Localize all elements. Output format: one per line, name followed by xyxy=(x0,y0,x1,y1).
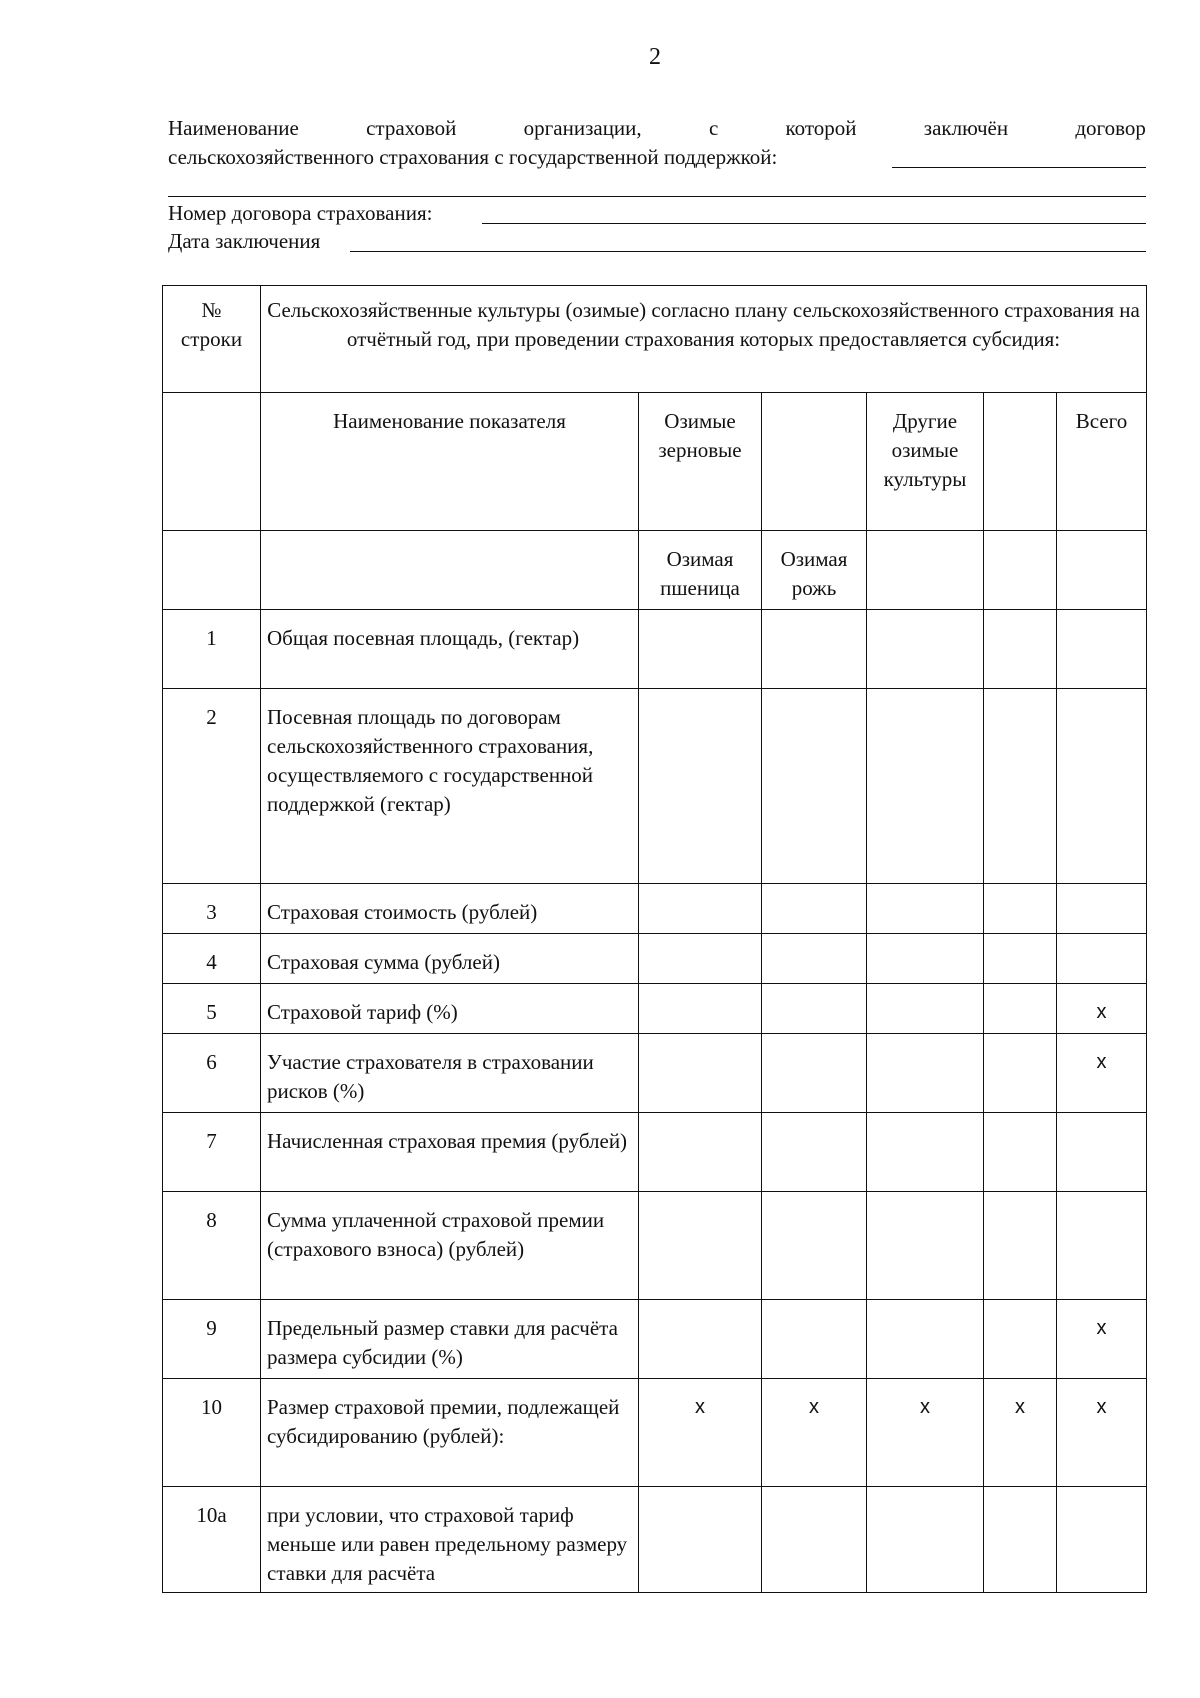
insurer-word: с xyxy=(708,116,719,140)
value-cell: x xyxy=(867,1379,984,1487)
insurer-name-field[interactable] xyxy=(892,167,1146,168)
empty-cell xyxy=(984,393,1057,531)
value-cell[interactable] xyxy=(984,1487,1057,1593)
value-cell[interactable] xyxy=(762,884,867,934)
value-cell: x xyxy=(1057,1300,1147,1379)
value-cell[interactable] xyxy=(867,1300,984,1379)
value-cell[interactable] xyxy=(867,884,984,934)
row-number: 4 xyxy=(163,934,261,984)
row-number: 10а xyxy=(163,1487,261,1593)
contract-number-label: Номер договора страхования: xyxy=(168,201,433,225)
subsidy-form-table xyxy=(162,285,1147,1593)
value-cell[interactable] xyxy=(984,1300,1057,1379)
value-cell[interactable] xyxy=(867,984,984,1034)
empty-cell xyxy=(163,531,261,610)
value-cell[interactable] xyxy=(762,984,867,1034)
insurer-name-field-continued[interactable] xyxy=(168,196,1146,197)
value-cell[interactable] xyxy=(639,984,762,1034)
value-cell[interactable] xyxy=(984,1113,1057,1192)
indicator-label: Сумма уплаченной страховой премии (страхового взноса) (рублей) xyxy=(261,1192,639,1300)
value-cell: x xyxy=(1057,984,1147,1034)
value-cell[interactable] xyxy=(1057,1192,1147,1300)
value-cell[interactable] xyxy=(639,884,762,934)
value-cell[interactable] xyxy=(762,1300,867,1379)
insurer-label-line1 xyxy=(168,116,1146,141)
value-cell: x xyxy=(639,1379,762,1487)
value-cell[interactable] xyxy=(984,610,1057,689)
table-row xyxy=(163,934,1147,984)
table-row xyxy=(163,884,1147,934)
value-cell[interactable] xyxy=(1057,1487,1147,1593)
empty-cell xyxy=(984,531,1057,610)
indicator-label: при условии, что страховой тариф меньше или равен предельному размеру ставки для расчёта xyxy=(261,1487,639,1593)
value-cell[interactable] xyxy=(984,984,1057,1034)
value-cell[interactable] xyxy=(762,1192,867,1300)
table-row xyxy=(163,1113,1147,1192)
row-number: 1 xyxy=(163,610,261,689)
table-subheader-row xyxy=(163,393,1147,531)
indicator-label: Предельный размер ставки для расчёта размера субсидии (%) xyxy=(261,1300,639,1379)
contract-date-field[interactable] xyxy=(350,251,1146,252)
insurer-word: заключён xyxy=(923,116,1009,140)
crops-header: Сельскохозяйственные культуры (озимые) согласно плану сельскохозяйственного страхования на отчётный год, при проведении страхования которых предоставляется субсидия: xyxy=(261,286,1147,393)
indicator-label: Страховая стоимость (рублей) xyxy=(261,884,639,934)
value-cell[interactable] xyxy=(639,1113,762,1192)
value-cell[interactable] xyxy=(639,1487,762,1593)
insurer-label-line2: сельскохозяйственного страхования с государственной поддержкой: xyxy=(168,145,778,169)
value-cell[interactable] xyxy=(1057,884,1147,934)
indicator-label: Участие страхователя в страховании рисков (%) xyxy=(261,1034,639,1113)
insurer-word: Наименование xyxy=(168,116,299,140)
table-row xyxy=(163,1379,1147,1487)
insurer-word: договор xyxy=(1075,116,1146,140)
indicator-label: Начисленная страховая премия (рублей) xyxy=(261,1113,639,1192)
col-row-number-header: № строки xyxy=(163,286,261,393)
value-cell: x xyxy=(762,1379,867,1487)
value-cell[interactable] xyxy=(984,689,1057,884)
value-cell[interactable] xyxy=(762,1487,867,1593)
empty-cell xyxy=(261,531,639,610)
insurer-word: страховой xyxy=(366,116,457,140)
value-cell[interactable] xyxy=(762,689,867,884)
value-cell: x xyxy=(984,1379,1057,1487)
value-cell[interactable] xyxy=(1057,1113,1147,1192)
row-number: 3 xyxy=(163,884,261,934)
total-header: Всего xyxy=(1057,393,1147,531)
value-cell[interactable] xyxy=(984,934,1057,984)
value-cell[interactable] xyxy=(762,1113,867,1192)
insurer-word: которой xyxy=(785,116,857,140)
other-winter-crops-header: Другие озимые культуры xyxy=(867,393,984,531)
value-cell[interactable] xyxy=(639,1192,762,1300)
winter-wheat-header: Озимая пшеница xyxy=(639,531,762,610)
value-cell: x xyxy=(1057,1379,1147,1487)
value-cell[interactable] xyxy=(639,610,762,689)
table-row xyxy=(163,1487,1147,1593)
indicator-label: Страховой тариф (%) xyxy=(261,984,639,1034)
value-cell[interactable] xyxy=(867,689,984,884)
value-cell[interactable] xyxy=(762,1034,867,1113)
table-row xyxy=(163,1034,1147,1113)
row-number: 2 xyxy=(163,689,261,884)
insurer-word: организации, xyxy=(523,116,642,140)
contract-number-field[interactable] xyxy=(482,223,1146,224)
table-row xyxy=(163,1192,1147,1300)
winter-rye-header: Озимая рожь xyxy=(762,531,867,610)
row-number: 8 xyxy=(163,1192,261,1300)
empty-cell xyxy=(163,393,261,531)
value-cell[interactable] xyxy=(867,1192,984,1300)
value-cell[interactable] xyxy=(1057,689,1147,884)
table-row xyxy=(163,1300,1147,1379)
value-cell[interactable] xyxy=(867,1113,984,1192)
contract-date-label: Дата заключения xyxy=(168,229,321,253)
value-cell[interactable] xyxy=(639,689,762,884)
value-cell[interactable] xyxy=(867,1034,984,1113)
table-subheader-row xyxy=(163,531,1147,610)
empty-cell xyxy=(762,393,867,531)
value-cell[interactable] xyxy=(639,1034,762,1113)
winter-grain-header: Озимые зерновые xyxy=(639,393,762,531)
value-cell[interactable] xyxy=(1057,610,1147,689)
value-cell: x xyxy=(1057,1034,1147,1113)
table-row xyxy=(163,984,1147,1034)
value-cell[interactable] xyxy=(984,884,1057,934)
row-number: 9 xyxy=(163,1300,261,1379)
indicator-label: Страховая сумма (рублей) xyxy=(261,934,639,984)
row-number: 5 xyxy=(163,984,261,1034)
indicator-label: Посевная площадь по договорам сельскохозяйственного страхования, осуществляемого с государственной поддержкой (гектар) xyxy=(261,689,639,884)
empty-cell xyxy=(1057,531,1147,610)
value-cell[interactable] xyxy=(762,934,867,984)
indicator-label: Общая посевная площадь, (гектар) xyxy=(261,610,639,689)
value-cell[interactable] xyxy=(984,1034,1057,1113)
value-cell[interactable] xyxy=(639,1300,762,1379)
value-cell[interactable] xyxy=(1057,934,1147,984)
table-row xyxy=(163,610,1147,689)
value-cell[interactable] xyxy=(762,610,867,689)
indicator-label: Размер страховой премии, подлежащей субсидированию (рублей): xyxy=(261,1379,639,1487)
row-number: 6 xyxy=(163,1034,261,1113)
row-number: 7 xyxy=(163,1113,261,1192)
empty-cell xyxy=(867,531,984,610)
table-header-row xyxy=(163,286,1147,393)
value-cell[interactable] xyxy=(867,1487,984,1593)
value-cell[interactable] xyxy=(984,1192,1057,1300)
value-cell[interactable] xyxy=(867,610,984,689)
value-cell[interactable] xyxy=(867,934,984,984)
row-number: 10 xyxy=(163,1379,261,1487)
indicator-header: Наименование показателя xyxy=(261,393,639,531)
page-number: 2 xyxy=(649,44,661,70)
value-cell[interactable] xyxy=(639,934,762,984)
table-row xyxy=(163,689,1147,884)
